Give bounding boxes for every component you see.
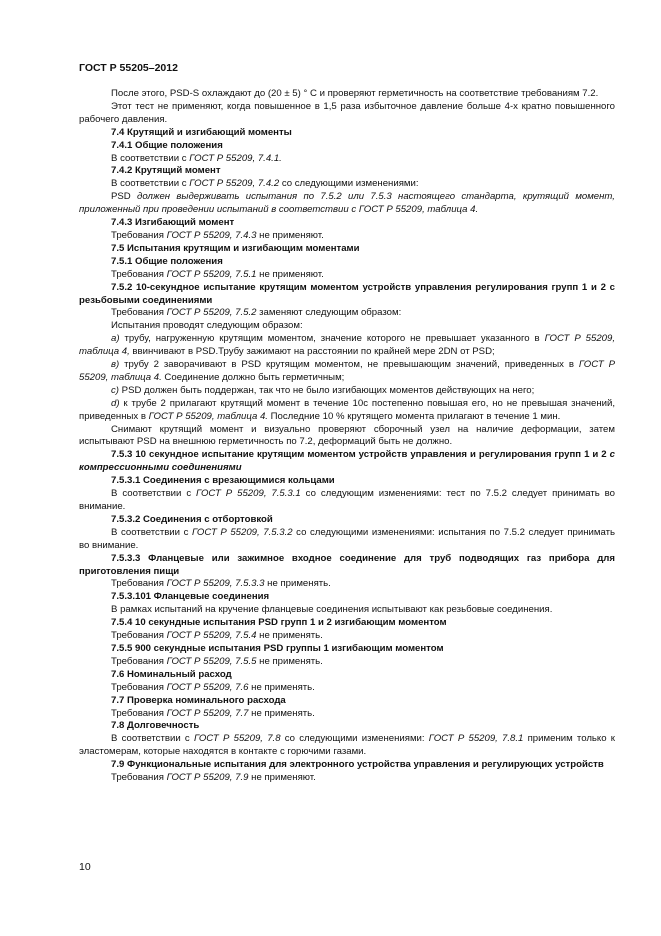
text-run: Последние 10 % крутящего момента прилагают в течение 1 мин. [267, 410, 561, 422]
text-run: В соответствии с [111, 152, 190, 164]
text-run: В рамках испытаний на кручение фланцевые соединения испытывают как резьбовые соединения. [111, 604, 553, 616]
italic-reference: ГОСТ Р 55209, 7.8 [193, 733, 281, 745]
text-run: со следующими изменениями: [280, 733, 429, 745]
text-run: ввинчивают в PSD.Трубу зажимают на расстоянии по крайней мере 2DN от PSD; [129, 346, 495, 358]
document-body [79, 88, 615, 785]
text-run: В соответствии с [111, 526, 192, 538]
italic-reference: а) [111, 333, 120, 345]
text-run: к трубе 2 прилагают крутящий момент в течение 10с постепенно повышая его, но не превышая значений, приведенных в [79, 397, 615, 422]
text-run: Требования [111, 307, 167, 319]
italic-reference: d) [111, 397, 120, 409]
italic-reference: ГОСТ Р 55209, 7.4.2 [189, 178, 280, 190]
page-number: 10 [79, 861, 91, 873]
paragraph [79, 578, 615, 591]
section-heading [79, 282, 615, 308]
section-heading [79, 217, 615, 230]
section-heading [79, 695, 615, 708]
paragraph [79, 269, 615, 282]
text-run: 7.9 Функциональные испытания для электронного устройства управления и регулирующих устройств [111, 759, 604, 771]
text-run: Этот тест не применяют, когда повышенное в 1,5 раза избыточное давление больше 4-х кратно повышенного рабочего давления. [79, 100, 615, 125]
text-run: После этого, PSD-S охлаждают до (20 ± 5) ° С и проверяют герметичность на соответствие требованиям 7.2. [111, 88, 599, 99]
text-run: В соответствии с [111, 178, 190, 190]
section-heading [79, 165, 615, 178]
text-run: Требования [111, 578, 167, 590]
section-heading [79, 256, 615, 269]
italic-reference: ГОСТ Р 55209, 7.7 [166, 707, 249, 719]
section-heading [79, 720, 615, 733]
italic-reference: ГОСТ Р 55209, 7.5.4 [166, 630, 257, 642]
text-run: 7.5.3.1 Соединения с врезающимися кольцами [111, 475, 335, 487]
text-run: заменяют следующим образом: [256, 307, 402, 319]
text-run: 7.5.1 Общие положения [111, 255, 223, 267]
text-run: со следующими изменениями: испытания по 7.5.2 следует принимать во внимание. [79, 526, 615, 551]
text-run: Требования [111, 630, 167, 642]
italic-reference: ГОСТ Р 55209, таблица 4. [79, 359, 615, 383]
section-heading [79, 140, 615, 153]
text-run: 7.5.5 900 секундные испытания PSD группы 1 изгибающим моментом [111, 642, 444, 654]
italic-reference: ГОСТ Р 55209, 7.4.1. [189, 152, 282, 164]
text-run: не применять. [248, 681, 315, 693]
italic-reference: ГОСТ Р 55209, 7.6 [166, 681, 249, 693]
paragraph [79, 708, 615, 721]
text-run: PSD [111, 191, 138, 203]
text-run: PSD должен быть поддержан, так что не было изгибающих моментов действующих на него; [119, 384, 535, 396]
text-run: 7.4.2 Крутящий момент [111, 165, 221, 177]
paragraph [79, 88, 615, 101]
text-run: не применять. [256, 630, 323, 642]
paragraph [79, 682, 615, 695]
paragraph [79, 772, 615, 785]
text-run: Требования [111, 707, 167, 719]
text-run: не применять. [264, 578, 331, 590]
text-run: Требования [111, 268, 167, 280]
italic-reference: ГОСТ Р 55209, 7.5.1 [166, 268, 257, 280]
text-run: 7.5.3.2 Соединения с отбортовкой [111, 513, 273, 525]
italic-reference: в) [111, 359, 120, 371]
section-heading [79, 449, 615, 475]
text-run: 7.5.3.101 Фланцевые соединения [111, 591, 270, 603]
paragraph [79, 398, 615, 424]
italic-reference: с) [111, 384, 119, 396]
text-run: не применяют. [248, 772, 316, 784]
italic-reference: ГОСТ Р 55209, 7.5.3.2 [191, 526, 293, 538]
italic-reference: ГОСТ Р 55209, таблица 4. [148, 410, 268, 422]
text-run: 7.5.4 10 секундные испытания PSD групп 1 и 2 изгибающим моментом [111, 617, 447, 629]
italic-reference: ГОСТ Р 55209, таблица 4, [79, 333, 616, 358]
text-run: 7.4.3 Изгибающий момент [111, 217, 235, 229]
section-heading [79, 643, 615, 656]
section-heading [79, 475, 615, 488]
text-run: В соответствии с [111, 488, 197, 500]
text-run: трубу 2 заворачивают в PSD крутящим моментом, не превышающим значений, приведенных в [119, 359, 579, 371]
section-heading [79, 591, 615, 604]
text-run: 7.5 Испытания крутящим и изгибающим моментами [111, 242, 360, 254]
section-heading [79, 617, 615, 630]
italic-reference: ГОСТ Р 55209, 7.9 [166, 772, 249, 784]
section-heading [79, 127, 615, 140]
italic-reference: ГОСТ Р 55209, 7.8.1 [428, 733, 524, 745]
text-run: 7.5.3 10 секундное испытание крутящим моментом устройств управления и регулирования групп 1 и 2 [111, 449, 610, 461]
text-run: Требования [111, 655, 167, 667]
paragraph [79, 630, 615, 643]
text-run: В соответствии с [111, 733, 194, 745]
paragraph [79, 527, 615, 553]
paragraph [79, 333, 615, 359]
paragraph [79, 178, 615, 191]
text-run: 7.5.2 10-секундное испытание крутящим моментом устройств управления регулирования групп 1 и 2 с резьбовыми соединениями [79, 281, 615, 306]
text-run: применим только к эластомерам, которые находятся в контакте с горючими газами. [79, 733, 615, 758]
text-run: 7.4.1 Общие положения [111, 139, 223, 151]
paragraph [79, 307, 615, 320]
paragraph [79, 191, 615, 217]
paragraph [79, 359, 615, 385]
text-run: 7.6 Номинальный расход [111, 668, 232, 680]
paragraph [79, 488, 615, 514]
paragraph [79, 153, 615, 166]
text-run: 7.7 Проверка номинального расхода [111, 694, 286, 706]
text-run: Требования [111, 229, 167, 241]
section-heading [79, 243, 615, 256]
paragraph [79, 656, 615, 669]
italic-reference: с компрессионными соединениями [79, 449, 615, 474]
section-heading [79, 514, 615, 527]
italic-reference: ГОСТ Р 55209, 7.4.3 [166, 229, 257, 241]
document-header: ГОСТ Р 55205–2012 [79, 62, 178, 74]
section-heading [79, 759, 615, 772]
text-run: Требования [111, 772, 167, 784]
italic-reference: ГОСТ Р 55209, 7.5.3.1 [196, 488, 301, 500]
text-run: со следующими изменениями: [279, 178, 419, 190]
text-run: Требования [111, 681, 167, 693]
italic-reference: должен выдерживать испытания по 7.5.2 или 7.5.3 настоящего стандарта, крутящий момент, приложенный при проведении испытаний в соответствии с ГОСТ Р 55209, таблица 4. [79, 191, 615, 216]
section-heading [79, 669, 615, 682]
italic-reference: ГОСТ Р 55209, 7.5.2 [166, 307, 257, 319]
text-run: 7.5.3.3 Фланцевые или зажимное входное соединение для труб подводящих газ прибора для приготовления пищи [79, 552, 615, 577]
text-run: Испытания проводят следующим образом: [111, 320, 303, 332]
text-run: трубу, нагруженную крутящим моментом, значение которого не превышает указанного в [119, 333, 545, 345]
section-heading [79, 553, 615, 579]
text-run: не применять. [248, 707, 315, 719]
paragraph [79, 424, 615, 450]
text-run: не применяют. [256, 229, 324, 241]
paragraph [79, 604, 615, 617]
italic-reference: ГОСТ Р 55209, 7.5.5 [166, 655, 257, 667]
paragraph [79, 101, 615, 127]
paragraph [79, 320, 615, 333]
text-run: 7.4 Крутящий и изгибающий моменты [111, 126, 292, 138]
paragraph [79, 385, 615, 398]
text-run: не применять. [256, 655, 323, 667]
text-run: со следующим изменениями: тест по 7.5.2 следует принимать во внимание. [79, 488, 615, 512]
text-run: Снимают крутящий момент и визуально проверяют сборочный узел на наличие деформации, затем испытывают PSD на внешнюю герметичность по 7.2, деформаций быть не должно. [79, 423, 615, 448]
italic-reference: ГОСТ Р 55209, 7.5.3.3 [166, 578, 265, 590]
paragraph [79, 733, 615, 759]
paragraph [79, 230, 615, 243]
text-run: не применяют. [256, 268, 324, 280]
text-run: Соединение должно быть герметичным; [161, 371, 345, 383]
text-run: 7.8 Долговечность [111, 720, 200, 732]
